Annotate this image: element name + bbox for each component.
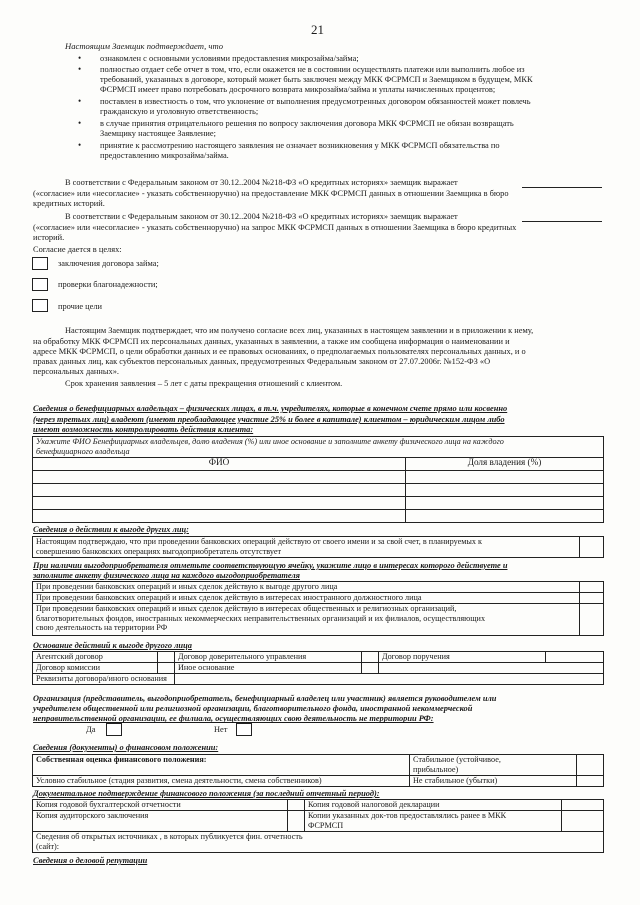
basis-trust: Договор доверительного управления	[175, 652, 362, 663]
consent2-blank[interactable]	[522, 221, 602, 222]
consent1-line: В соответствии с Федеральным законом от 30.12..2004 №218-ФЗ «О кредитных историях» заемщик выражает	[65, 178, 458, 187]
actions-statement-table	[32, 536, 604, 558]
actions-statement	[33, 537, 580, 558]
page-number: 21	[311, 22, 324, 37]
actions-heading: Сведения о действии к выгоде других лиц:	[33, 525, 189, 534]
org-yes-label: Да	[86, 725, 96, 734]
basis-commission: Договор комиссии	[33, 663, 158, 674]
organization-line: Организация (представитель, выгодоприобретатель, бенефициарный владелец или участник) является руководителем или	[33, 694, 497, 703]
confirm-line: ознакомлен с основными условиями предоставления микрозайма/займа;	[100, 54, 359, 63]
option-checkbox[interactable]	[580, 604, 604, 636]
personal-data-line: Настоящим Заемщик подтверждает, что им получено согласие всех лиц, указанных в настоящем заявлении и в приложении к нему,	[65, 326, 534, 335]
consent2-line: историй.	[33, 233, 65, 242]
financial-docs-table	[32, 799, 604, 853]
beneficiaries-heading: имеют возможность контролировать действия клиента:	[33, 425, 254, 434]
option-line: благотворительных фондов, иностранных некоммерческих неправительственных организаций и их филиалов, осуществляющих	[36, 613, 486, 623]
confirm-line: в случае принятия отрицательного решения по вопросу заключения договора МКК ФСРМСП не обязан возвращать	[100, 119, 514, 128]
col-share: Доля владения (%)	[406, 458, 604, 471]
doc-checkbox[interactable]	[288, 800, 305, 811]
option-foreign-official: При проведении банковских операций и иных сделок действую в интересах иностранного должностного лица	[33, 593, 580, 604]
option-checkbox[interactable]	[580, 582, 604, 593]
doc-checkbox[interactable]	[562, 800, 604, 811]
confirm-line: предоставлению микрозайма/займа.	[100, 151, 229, 160]
purpose-checkbox[interactable]	[32, 278, 48, 291]
consent2-line: («согласие» или «несогласие» - указать собственноручно) на запрос МКК ФСРМСП данных в отношении Заемщика в бюро кредитных	[33, 223, 517, 232]
org-no-label: Нет	[214, 725, 228, 734]
open-sources-line: (сайт):	[36, 841, 60, 851]
beneficiary-note: заполните анкету физического лица на каждого выгодоприобретателя	[33, 571, 300, 580]
basis-checkbox[interactable]	[158, 652, 175, 663]
financial-assessment-table	[32, 754, 604, 787]
unstable-label: Не стабильное (убытки)	[410, 776, 577, 787]
option-other-person: При проведении банковских операций и иных сделок действую к выгоде другого лица	[33, 582, 580, 593]
basis-other: Иное основание	[175, 663, 362, 674]
fio-cell[interactable]	[33, 510, 406, 523]
org-yes-checkbox[interactable]	[106, 723, 122, 736]
basis-checkbox[interactable]	[362, 652, 379, 663]
doc-provided-line: ФСРМСП	[308, 820, 344, 830]
purpose-label: проверки благонадежности;	[58, 280, 158, 289]
consent1-line: («согласие» или «несогласие» - указать собственноручно) на предоставление МКК ФСРМСП данных в отношении Заемщика в бюро	[33, 189, 509, 198]
basis-empty	[379, 663, 604, 674]
confirm-line: поставлен в известность о том, что уклонение от выполнения предусмотренных договором обязанностей может повлечь	[100, 97, 531, 106]
doc-provided-line: Копии указанных док-тов предоставлялись ранее в МКК	[308, 811, 507, 820]
purpose-checkbox[interactable]	[32, 257, 48, 270]
confirm-line: Заемщику настоящее Заявление;	[100, 129, 216, 138]
share-cell[interactable]	[406, 471, 604, 484]
basis-details-label: Реквизиты договора/иного основания	[33, 674, 175, 685]
stable-checkbox[interactable]	[577, 755, 604, 776]
org-no-checkbox[interactable]	[236, 723, 252, 736]
organization-line: учредителем общественной или религиозной организации, благотворительного фонда, иностранной некоммерческой	[33, 704, 473, 714]
option-organizations	[33, 604, 580, 636]
option-checkbox[interactable]	[580, 593, 604, 604]
conditional-stable	[33, 776, 410, 787]
bullet-dot: •	[78, 53, 82, 63]
financial-heading: Сведения (документы) о финансовом положении:	[33, 743, 219, 752]
doc-checkbox[interactable]	[562, 811, 604, 832]
organization-question	[33, 694, 601, 725]
personal-data-line: правах данных лиц, как субъектов персональных данных, предусмотренных Федеральным законом от 27.07.2006г. №152-ФЗ «О	[33, 357, 491, 366]
purposes-title: Согласие дается в целях:	[33, 245, 122, 254]
instruction-line: бенефициарного владельца	[36, 446, 130, 456]
confirm-line: гражданскую и уголовную ответственность;	[100, 107, 259, 116]
confirm-line: требований, указанных в договоре, который может быть заключен между МКК ФСРМСП и Заемщиком в будущем, МКК	[100, 75, 533, 84]
reputation-heading: Сведения о деловой репутации	[33, 856, 148, 865]
conditional-label: Условно стабильное (стадия развития, смена деятельности, смена собственников)	[36, 776, 322, 785]
doc-provided-earlier	[305, 811, 562, 832]
storage-term: Срок хранения заявления – 5 лет с даты прекращения отношений с клиентом.	[65, 379, 343, 388]
open-sources[interactable]	[33, 832, 604, 853]
docs-heading: Документальное подтверждение финансового положения (за последний отчетный период):	[33, 789, 380, 798]
beneficiaries-instruction	[33, 437, 604, 458]
bullet-dot: •	[78, 140, 82, 150]
actions-statement-checkbox[interactable]	[580, 537, 604, 558]
organization-line: неправительственной организации, ее филиала, осуществляющих свою деятельность не территории РФ:	[33, 714, 434, 724]
doc-accounting: Копия годовой бухгалтерской отчетности	[33, 800, 288, 811]
stable-label	[410, 755, 577, 776]
basis-checkbox[interactable]	[546, 652, 604, 663]
instruction-line: Укажите ФИО Бенефициарных владельцев, долю владения (%) или иное основание и заполните анкету физического лица на каждого	[36, 437, 504, 446]
purpose-label: прочие цели	[58, 302, 103, 311]
stable-line: прибыльное)	[413, 764, 459, 774]
beneficiaries-heading: Сведения о бенефициарных владельцах – физических лицах, в т.ч. учредителях, которые в конечном счете прямо или косвенно	[33, 404, 508, 413]
personal-data-line: на обработку МКК ФСРМСП их персональных данных, указанных в заявлении, а также им сообщена информация о наименовании и	[33, 337, 510, 346]
confirm-title: Настоящим Заемщик подтверждает, что	[65, 41, 224, 51]
share-cell[interactable]	[406, 510, 604, 523]
basis-checkbox[interactable]	[362, 663, 379, 674]
unstable-checkbox[interactable]	[577, 776, 604, 787]
open-sources-line: Сведения об открытых источниках , в которых публикуется фин. отчетность	[36, 832, 303, 841]
doc-checkbox[interactable]	[288, 811, 305, 832]
consent1-blank[interactable]	[522, 187, 602, 188]
share-cell[interactable]	[406, 497, 604, 510]
basis-checkbox[interactable]	[158, 663, 175, 674]
basis-commission-order: Договор поручения	[379, 652, 546, 663]
purpose-label: заключения договора займа;	[58, 259, 159, 268]
fio-cell[interactable]	[33, 484, 406, 497]
doc-audit: Копия аудиторского заключения	[33, 811, 288, 832]
fio-cell[interactable]	[33, 471, 406, 484]
confirm-line: принятие к рассмотрению настоящего заявления не означает возникновения у МКК ФСРМСП обязательства по	[100, 141, 500, 150]
basis-table	[32, 651, 604, 685]
basis-details-value[interactable]	[175, 674, 604, 685]
beneficiary-note: При наличии выгодоприобретателя отметьте соответствующую ячейку, укажите лицо в интересах которого действуете и	[33, 561, 508, 570]
stable-line: Стабильное (устойчивое,	[413, 755, 501, 764]
doc-tax: Копия годовой налоговой декларации	[305, 800, 562, 811]
basis-agent: Агентский договор	[33, 652, 158, 663]
fio-cell[interactable]	[33, 497, 406, 510]
option-line: свою деятельность на территории РФ	[36, 623, 168, 633]
consent1-line: кредитных историй.	[33, 199, 105, 208]
bullet-dot: •	[78, 118, 82, 128]
personal-data-line: адресе МКК ФСРМСП, о цели обработки данных и ее правовых основаниях, о предполагаемых пользователях персональных данных, и о	[33, 347, 526, 356]
beneficiary-options-table	[32, 581, 604, 636]
option-line: При проведении банковских операций и иных сделок действую в интересах общественных и религиозных организаций,	[36, 604, 457, 613]
bullet-dot: •	[78, 96, 82, 106]
confirm-line: полностью отдает себе отчет в том, что, если окажется не в состоянии осуществлять платежи или выполнить любое из	[100, 65, 525, 74]
beneficiaries-table	[32, 436, 604, 523]
purpose-checkbox[interactable]	[32, 299, 48, 312]
personal-data-line: персональных данных».	[33, 367, 119, 376]
share-cell[interactable]	[406, 484, 604, 497]
confirm-line: ФСРМСП имеет право потребовать досрочного возврата микрозайма/займа и уплаты начисленных процентов;	[100, 85, 496, 94]
statement-line: совершению банковских операциях выгодоприобретатель отсутствует	[36, 546, 282, 556]
consent2-line: В соответствии с Федеральным законом от 30.12..2004 №218-ФЗ «О кредитных историях» заемщик выражает	[65, 212, 458, 221]
beneficiaries-heading: (через третьих лиц) владеют (имеют преобладающее участие 25% и более в капитале) клиентом – юридическим лицом либо	[33, 415, 505, 424]
bullet-dot: •	[78, 64, 82, 74]
own-assessment-label: Собственная оценка финансового положения:	[33, 755, 410, 776]
statement-line: Настоящим подтверждаю, что при проведении банковских операций действую от своего имени и за свой счет, в планируемых к	[36, 537, 483, 546]
basis-heading: Основание действий к выгоде другого лица	[33, 641, 192, 650]
col-fio: ФИО	[33, 458, 406, 471]
